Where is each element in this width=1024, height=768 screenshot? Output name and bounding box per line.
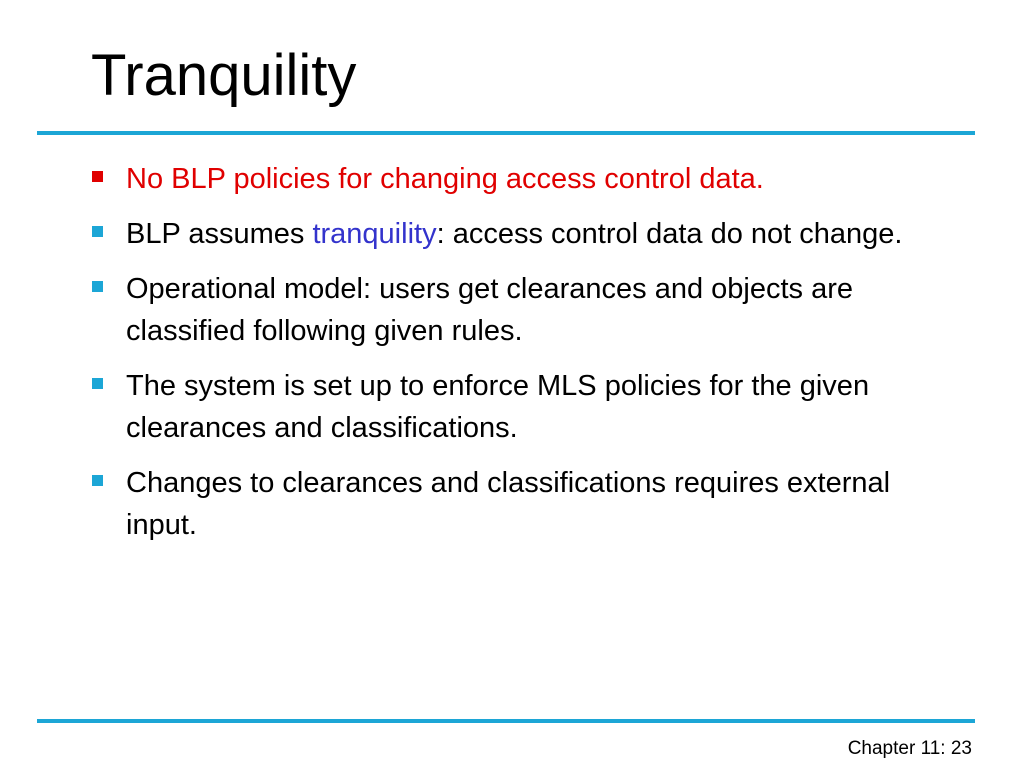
square-bullet-icon bbox=[92, 226, 103, 237]
bullet-list bbox=[90, 158, 950, 559]
bullet-item bbox=[90, 462, 950, 546]
bullet-item bbox=[90, 268, 950, 352]
footer-divider bbox=[37, 719, 975, 723]
bullet-text-segment: tranquility bbox=[312, 218, 437, 250]
bullet-text-segment: : access control data do not change. bbox=[436, 218, 903, 250]
bullet-item bbox=[90, 158, 950, 200]
bullet-item bbox=[90, 365, 950, 449]
square-bullet-icon bbox=[92, 171, 103, 182]
square-bullet-icon bbox=[92, 378, 103, 389]
square-bullet-icon bbox=[92, 475, 103, 486]
bullet-text-segment: Changes to clearances and classifications requires external input. bbox=[126, 467, 891, 541]
square-bullet-icon bbox=[92, 281, 103, 292]
bullet-text bbox=[126, 218, 903, 250]
slide-footer: Chapter 11: 23 bbox=[847, 738, 972, 759]
bullet-text bbox=[126, 370, 869, 444]
bullet-text-segment: The system is set up to enforce MLS policies for the given clearances and classifications. bbox=[126, 370, 870, 444]
bullet-text-segment: Operational model: users get clearances and objects are classified following given rules. bbox=[126, 273, 854, 347]
title-divider bbox=[37, 131, 975, 135]
bullet-text-segment: BLP assumes bbox=[126, 218, 313, 250]
bullet-text bbox=[126, 163, 764, 195]
bullet-text-segment: No BLP policies for changing access control data. bbox=[126, 163, 764, 195]
bullet-item bbox=[90, 213, 950, 255]
bullet-text bbox=[126, 467, 890, 541]
slide-title: Tranquility bbox=[91, 43, 357, 108]
bullet-text bbox=[126, 273, 853, 347]
